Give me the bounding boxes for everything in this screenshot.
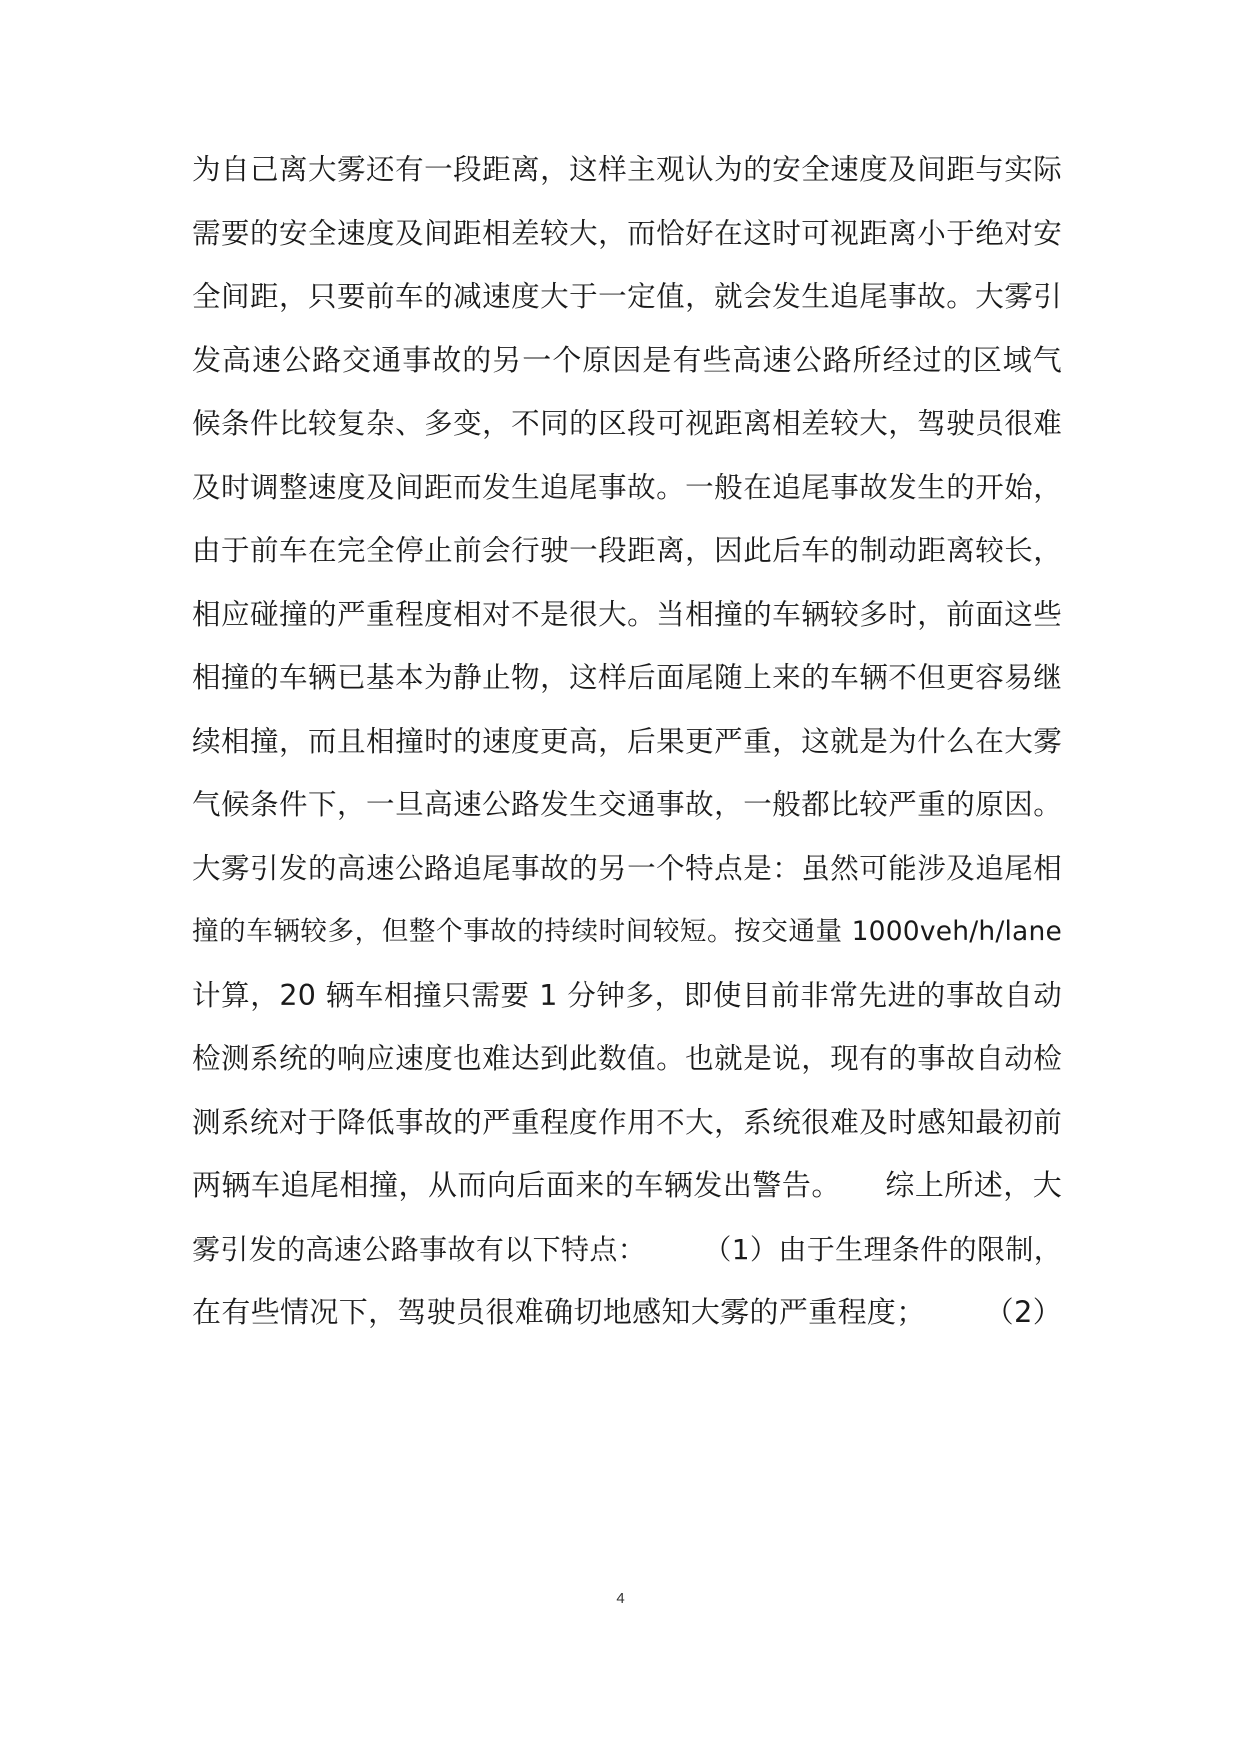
text-line: 在有些情况下，驾驶员很难确切地感知大雾的严重程度； （2）	[192, 1295, 1062, 1329]
text-line: 两辆车追尾相撞，从而向后面来的车辆发出警告。 综上所述，大	[192, 1168, 1062, 1202]
text-line: 发高速公路交通事故的另一个原因是有些高速公路所经过的区域气	[192, 342, 1062, 377]
text-line: 检测系统的响应速度也难达到此数值。也就是说，现有的事故自动检	[192, 1042, 1062, 1075]
text-line: 及时调整速度及间距而发生追尾事故。一般在追尾事故发生的开始，	[192, 470, 1062, 504]
text-line: 续相撞，而且相撞时的速度更高，后果更严重，这就是为什么在大雾	[192, 724, 1062, 758]
text-line: 雾引发的高速公路事故有以下特点： （1）由于生理条件的限制，	[192, 1232, 1062, 1266]
text-line: 由于前车在完全停止前会行驶一段距离，因此后车的制动距离较长，	[192, 534, 1062, 567]
text-line: 相应碰撞的严重程度相对不是很大。当相撞的车辆较多时，前面这些	[192, 597, 1062, 631]
page-number: 4	[616, 1590, 625, 1607]
text-line: 撞的车辆较多，但整个事故的持续时间较短。按交通量 1000veh/h/lane	[192, 916, 1062, 947]
text-line: 气候条件下，一旦高速公路发生交通事故，一般都比较严重的原因。	[192, 788, 1062, 821]
text-line: 相撞的车辆已基本为静止物，这样后面尾随上来的车辆不但更容易继	[192, 661, 1062, 694]
text-line: 大雾引发的高速公路追尾事故的另一个特点是：虽然可能涉及追尾相	[192, 851, 1062, 885]
text-line: 候条件比较复杂、多变，不同的区段可视距离相差较大，驾驶员很难	[192, 407, 1062, 440]
text-line: 计算，20 辆车相撞只需要 1 分钟多，即使目前非常先进的事故自动	[192, 978, 1062, 1012]
body-text	[192, 138, 1062, 1345]
text-line: 测系统对于降低事故的严重程度作用不大，系统很难及时感知最初前	[192, 1105, 1062, 1139]
text-line: 需要的安全速度及间距相差较大，而恰好在这时可视距离小于绝对安	[192, 216, 1062, 250]
text-line: 为自己离大雾还有一段距离，这样主观认为的安全速度及间距与实际	[192, 153, 1062, 186]
text-line: 全间距，只要前车的减速度大于一定值，就会发生追尾事故。大雾引	[192, 280, 1062, 313]
